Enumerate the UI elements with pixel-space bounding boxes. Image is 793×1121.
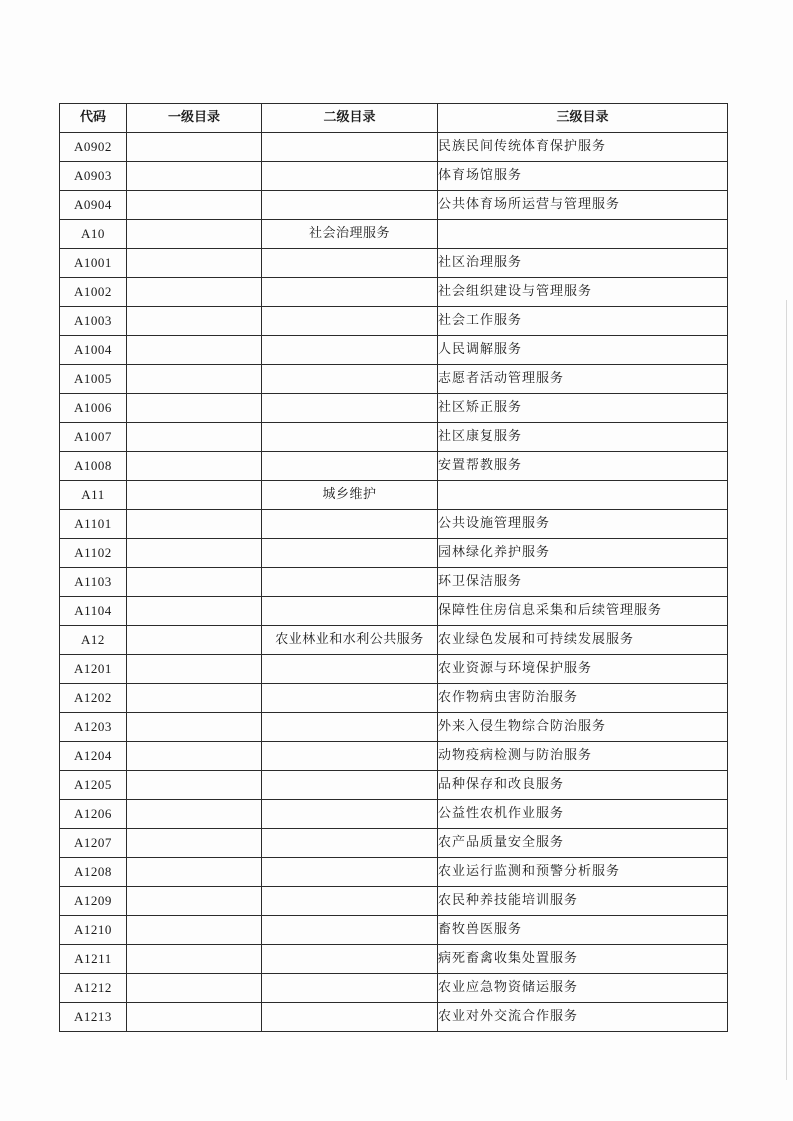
row-level2-cell [262, 829, 438, 858]
header-level3: 三级目录 [438, 104, 728, 133]
row-code-cell: A0904 [60, 191, 127, 220]
row-level3-cell [438, 220, 728, 249]
row-code-cell: A1202 [60, 684, 127, 713]
row-level3-cell: 公共设施管理服务 [438, 510, 728, 539]
row-code-cell: A0902 [60, 133, 127, 162]
table-row [60, 191, 728, 220]
row-code-cell: A1204 [60, 742, 127, 771]
row-level2-cell: 农业林业和水利公共服务 [262, 626, 438, 655]
row-code-cell: A1007 [60, 423, 127, 452]
header-code: 代码 [60, 104, 127, 133]
row-code-cell: A1102 [60, 539, 127, 568]
row-level1-cell [127, 307, 262, 336]
table-row [60, 568, 728, 597]
row-level1-cell [127, 278, 262, 307]
table-row [60, 887, 728, 916]
row-level2-cell [262, 133, 438, 162]
row-code-cell: A1207 [60, 829, 127, 858]
row-code-cell: A1001 [60, 249, 127, 278]
row-level1-cell [127, 539, 262, 568]
row-level1-cell [127, 684, 262, 713]
row-code-cell: A0903 [60, 162, 127, 191]
row-level2-cell [262, 684, 438, 713]
row-level2-cell [262, 452, 438, 481]
row-level2-cell [262, 191, 438, 220]
row-level1-cell [127, 423, 262, 452]
row-level2-cell: 城乡维护 [262, 481, 438, 510]
table-row [60, 539, 728, 568]
table-row [60, 684, 728, 713]
row-code-cell: A1003 [60, 307, 127, 336]
table-row [60, 626, 728, 655]
row-level3-cell: 品种保存和改良服务 [438, 771, 728, 800]
table-body [60, 133, 728, 1032]
table-row [60, 771, 728, 800]
row-level1-cell [127, 829, 262, 858]
row-level3-cell: 体育场馆服务 [438, 162, 728, 191]
table-row [60, 510, 728, 539]
table-row [60, 742, 728, 771]
row-code-cell: A1101 [60, 510, 127, 539]
row-level1-cell [127, 481, 262, 510]
row-level2-cell [262, 945, 438, 974]
row-level2-cell [262, 278, 438, 307]
row-level1-cell [127, 133, 262, 162]
row-level2-cell [262, 974, 438, 1003]
row-code-cell: A1203 [60, 713, 127, 742]
row-level1-cell [127, 655, 262, 684]
row-level1-cell [127, 394, 262, 423]
row-level1-cell [127, 249, 262, 278]
row-level2-cell [262, 510, 438, 539]
row-level3-cell: 畜牧兽医服务 [438, 916, 728, 945]
header-level1: 一级目录 [127, 104, 262, 133]
row-level2-cell [262, 597, 438, 626]
row-level3-cell: 农业绿色发展和可持续发展服务 [438, 626, 728, 655]
row-level2-cell [262, 365, 438, 394]
row-code-cell: A11 [60, 481, 127, 510]
row-level2-cell [262, 1003, 438, 1032]
row-level3-cell: 病死畜禽收集处置服务 [438, 945, 728, 974]
table-row [60, 249, 728, 278]
table-row [60, 394, 728, 423]
row-level2-cell [262, 713, 438, 742]
row-level1-cell [127, 974, 262, 1003]
row-level3-cell: 农产品质量安全服务 [438, 829, 728, 858]
row-level3-cell: 保障性住房信息采集和后续管理服务 [438, 597, 728, 626]
table-row [60, 365, 728, 394]
row-level3-cell: 环卫保洁服务 [438, 568, 728, 597]
row-level3-cell: 农民种养技能培训服务 [438, 887, 728, 916]
table-row [60, 162, 728, 191]
row-level3-cell: 社区矫正服务 [438, 394, 728, 423]
row-code-cell: A1205 [60, 771, 127, 800]
row-code-cell: A1103 [60, 568, 127, 597]
row-level3-cell: 农业对外交流合作服务 [438, 1003, 728, 1032]
row-code-cell: A1004 [60, 336, 127, 365]
row-code-cell: A1208 [60, 858, 127, 887]
row-level2-cell [262, 800, 438, 829]
row-level2-cell [262, 307, 438, 336]
row-level1-cell [127, 1003, 262, 1032]
page-edge-line [786, 300, 787, 1080]
row-level1-cell [127, 858, 262, 887]
row-level1-cell [127, 568, 262, 597]
table-row [60, 800, 728, 829]
row-level3-cell: 农业资源与环境保护服务 [438, 655, 728, 684]
row-level2-cell [262, 249, 438, 278]
table-row [60, 133, 728, 162]
row-level3-cell: 社区治理服务 [438, 249, 728, 278]
row-level2-cell [262, 887, 438, 916]
row-code-cell: A1006 [60, 394, 127, 423]
header-level2: 二级目录 [262, 104, 438, 133]
service-catalog-table [59, 103, 728, 1032]
row-level3-cell: 外来入侵生物综合防治服务 [438, 713, 728, 742]
row-level1-cell [127, 771, 262, 800]
row-level2-cell [262, 336, 438, 365]
row-code-cell: A10 [60, 220, 127, 249]
row-level1-cell [127, 336, 262, 365]
row-level3-cell: 社会组织建设与管理服务 [438, 278, 728, 307]
row-level3-cell: 农作物病虫害防治服务 [438, 684, 728, 713]
table-row [60, 336, 728, 365]
table-row [60, 829, 728, 858]
row-level1-cell [127, 510, 262, 539]
row-code-cell: A1212 [60, 974, 127, 1003]
table-row [60, 713, 728, 742]
row-level1-cell [127, 887, 262, 916]
table-row [60, 423, 728, 452]
row-level3-cell: 人民调解服务 [438, 336, 728, 365]
table-row [60, 278, 728, 307]
row-level1-cell [127, 191, 262, 220]
row-code-cell: A1104 [60, 597, 127, 626]
row-level1-cell [127, 945, 262, 974]
row-level3-cell: 志愿者活动管理服务 [438, 365, 728, 394]
row-level3-cell [438, 481, 728, 510]
row-code-cell: A1211 [60, 945, 127, 974]
table-header-row [60, 104, 728, 133]
row-code-cell: A1210 [60, 916, 127, 945]
row-level2-cell [262, 742, 438, 771]
row-code-cell: A1008 [60, 452, 127, 481]
row-level1-cell [127, 452, 262, 481]
row-level1-cell [127, 800, 262, 829]
table-row [60, 916, 728, 945]
row-level3-cell: 农业应急物资储运服务 [438, 974, 728, 1003]
row-level2-cell [262, 539, 438, 568]
row-code-cell: A12 [60, 626, 127, 655]
row-level2-cell [262, 394, 438, 423]
row-level1-cell [127, 916, 262, 945]
table-row [60, 481, 728, 510]
row-level3-cell: 农业运行监测和预警分析服务 [438, 858, 728, 887]
row-level2-cell: 社会治理服务 [262, 220, 438, 249]
table-row [60, 1003, 728, 1032]
row-level3-cell: 园林绿化养护服务 [438, 539, 728, 568]
row-level3-cell: 社区康复服务 [438, 423, 728, 452]
table-row [60, 220, 728, 249]
row-level2-cell [262, 655, 438, 684]
row-level3-cell: 动物疫病检测与防治服务 [438, 742, 728, 771]
row-level3-cell: 安置帮教服务 [438, 452, 728, 481]
table-row [60, 597, 728, 626]
table-row [60, 655, 728, 684]
table-row [60, 945, 728, 974]
row-level3-cell: 民族民间传统体育保护服务 [438, 133, 728, 162]
table-row [60, 858, 728, 887]
row-level1-cell [127, 365, 262, 394]
row-code-cell: A1005 [60, 365, 127, 394]
row-code-cell: A1201 [60, 655, 127, 684]
row-code-cell: A1213 [60, 1003, 127, 1032]
row-level1-cell [127, 742, 262, 771]
row-level1-cell [127, 162, 262, 191]
row-level2-cell [262, 568, 438, 597]
row-level1-cell [127, 713, 262, 742]
row-level1-cell [127, 220, 262, 249]
table-row [60, 974, 728, 1003]
row-level1-cell [127, 597, 262, 626]
table-row [60, 452, 728, 481]
row-code-cell: A1209 [60, 887, 127, 916]
row-level2-cell [262, 858, 438, 887]
row-level3-cell: 公共体育场所运营与管理服务 [438, 191, 728, 220]
row-level3-cell: 公益性农机作业服务 [438, 800, 728, 829]
row-level3-cell: 社会工作服务 [438, 307, 728, 336]
row-level2-cell [262, 162, 438, 191]
row-level1-cell [127, 626, 262, 655]
row-level2-cell [262, 916, 438, 945]
row-code-cell: A1002 [60, 278, 127, 307]
row-code-cell: A1206 [60, 800, 127, 829]
row-level2-cell [262, 771, 438, 800]
table-row [60, 307, 728, 336]
row-level2-cell [262, 423, 438, 452]
